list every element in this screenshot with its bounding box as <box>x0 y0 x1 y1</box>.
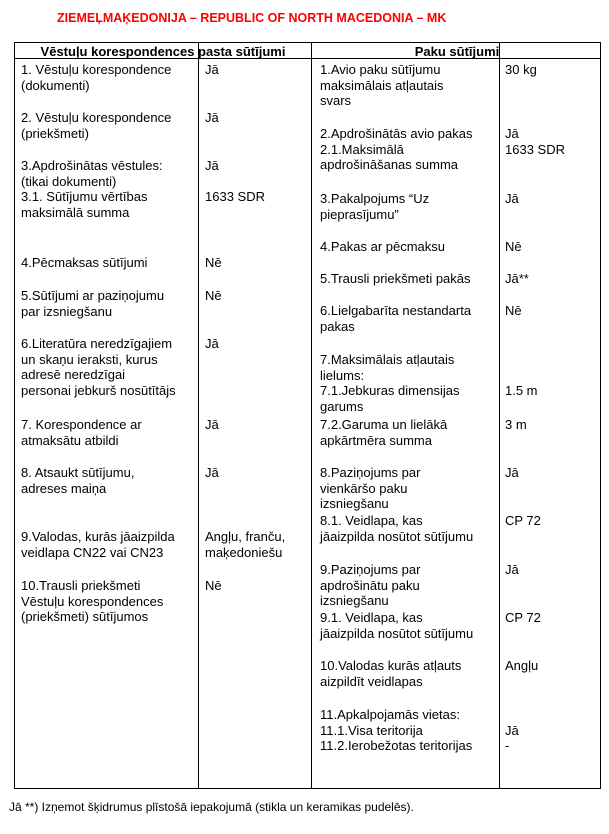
parcels-row-3-label: 3.Pakalpojums “Uz pieprasījumu” <box>320 191 430 222</box>
left-value-divider <box>198 43 199 788</box>
header-parcels: Paku sūtījumi <box>414 44 500 59</box>
parcels-row-2-label: 2.Apdrošinātās avio pakas 2.1.Maksimālā apdrošināšanas summa <box>320 126 473 172</box>
parcels-row-6-value: Nē <box>505 303 522 318</box>
parcels-row-4-value: Nē <box>505 239 522 254</box>
letter-mail-row-1-label: 1. Vēstuļu korespondence (dokumenti) <box>21 62 172 93</box>
letter-mail-row-9-value: Jā <box>205 465 219 480</box>
services-table <box>14 42 601 789</box>
parcels-row-5-value: Jā** <box>505 271 529 286</box>
letter-mail-row-4-value: 1633 SDR <box>205 189 265 204</box>
letter-mail-row-11-label: 10.Trausli priekšmeti Vēstuļu korespondences (priekšmeti) sūtījumos <box>21 578 164 624</box>
letter-mail-row-5-value: Nē <box>205 255 222 270</box>
letter-mail-row-4-label: 3.1. Sūtījumu vērtības maksimālā summa <box>21 189 148 220</box>
parcels-row-10-label: 8.Paziņojums par vienkāršo paku izsniegšanu <box>320 465 421 511</box>
letter-mail-row-8-value: Jā <box>205 417 219 432</box>
page-title: ZIEMEĻMAĶEDONIJA – REPUBLIC OF NORTH MACEDONIA – MK <box>57 11 447 25</box>
parcels-row-13-label: 9.1. Veidlapa, kas jāaizpilda nosūtot sūtījumu <box>320 610 474 641</box>
parcels-row-2-value: Jā 1633 SDR <box>505 126 565 157</box>
parcels-row-8-label: 7.1.Jebkuras dimensijas garums <box>320 383 460 414</box>
letter-mail-row-8-label: 7. Korespondence ar atmaksātu atbildi <box>21 417 142 448</box>
parcels-row-12-label: 9.Paziņojums par apdrošinātu paku izsniegšanu <box>320 562 421 608</box>
parcels-row-11-label: 8.1. Veidlapa, kas jāaizpilda nosūtot sūtījumu <box>320 513 474 544</box>
letter-mail-row-10-value: Angļu, franču, maķedoniešu <box>205 529 286 560</box>
letter-mail-row-3-label: 3.Apdrošinātas vēstules: (tikai dokumenti) <box>21 158 163 189</box>
letter-mail-row-3-value: Jā <box>205 158 219 173</box>
parcels-row-6-label: 6.Lielgabarīta nestandarta pakas <box>320 303 472 334</box>
letter-mail-row-5-label: 4.Pēcmaksas sūtījumi <box>21 255 148 270</box>
letter-mail-row-7-value: Jā <box>205 336 219 351</box>
parcels-row-1-value: 30 kg <box>505 62 537 77</box>
parcels-row-13-value: CP 72 <box>505 610 541 625</box>
footnote: Jā **) Izņemot šķidrumus plīstošā iepakojumā (stikla un keramikas pudelēs). <box>9 800 414 814</box>
parcels-row-11-value: CP 72 <box>505 513 541 528</box>
right-value-divider <box>499 43 500 788</box>
parcels-row-1-label: 1.Avio paku sūtījumu maksimālais atļautais svars <box>320 62 444 108</box>
letter-mail-row-6-value: Nē <box>205 288 222 303</box>
parcels-row-7-label: 7.Maksimālais atļautais lielums: <box>320 352 455 383</box>
parcels-row-3-value: Jā <box>505 191 519 206</box>
letter-mail-row-1-value: Jā <box>205 62 219 77</box>
parcels-row-14-value: Angļu <box>505 658 539 673</box>
letter-mail-row-11-value: Nē <box>205 578 222 593</box>
parcels-row-4-label: 4.Pakas ar pēcmaksu <box>320 239 446 254</box>
header-letter-mail: Vēstuļu korespondences pasta sūtījumi <box>40 44 286 59</box>
letter-mail-row-6-label: 5.Sūtījumi ar paziņojumu par izsniegšanu <box>21 288 165 319</box>
parcels-row-15-label: 11.Apkalpojamās vietas: 11.1.Visa teritorija 11.2.Ierobežotas teritorijas <box>320 707 473 753</box>
parcels-row-9-value: 3 m <box>505 417 527 432</box>
center-divider <box>311 43 312 788</box>
letter-mail-row-2-value: Jā <box>205 110 219 125</box>
parcels-row-8-value: 1.5 m <box>505 383 538 398</box>
parcels-row-15-value: Jā - <box>505 722 519 753</box>
parcels-row-5-label: 5.Trausli priekšmeti pakās <box>320 271 471 286</box>
letter-mail-row-7-label: 6.Literatūra neredzīgajiem un skaņu ieraksti, kurus adresē neredzīgai personai jebkurš nosūtītājs <box>21 336 176 398</box>
parcels-row-14-label: 10.Valodas kurās atļauts aizpildīt veidlapas <box>320 658 462 689</box>
parcels-row-12-value: Jā <box>505 562 519 577</box>
letter-mail-row-10-label: 9.Valodas, kurās jāaizpilda veidlapa CN22 vai CN23 <box>21 529 175 560</box>
letter-mail-row-9-label: 8. Atsaukt sūtījumu, adreses maiņa <box>21 465 135 496</box>
letter-mail-row-2-label: 2. Vēstuļu korespondence (priekšmeti) <box>21 110 172 141</box>
parcels-row-9-label: 7.2.Garuma un lielākā apkārtmēra summa <box>320 417 448 448</box>
parcels-row-10-value: Jā <box>505 465 519 480</box>
